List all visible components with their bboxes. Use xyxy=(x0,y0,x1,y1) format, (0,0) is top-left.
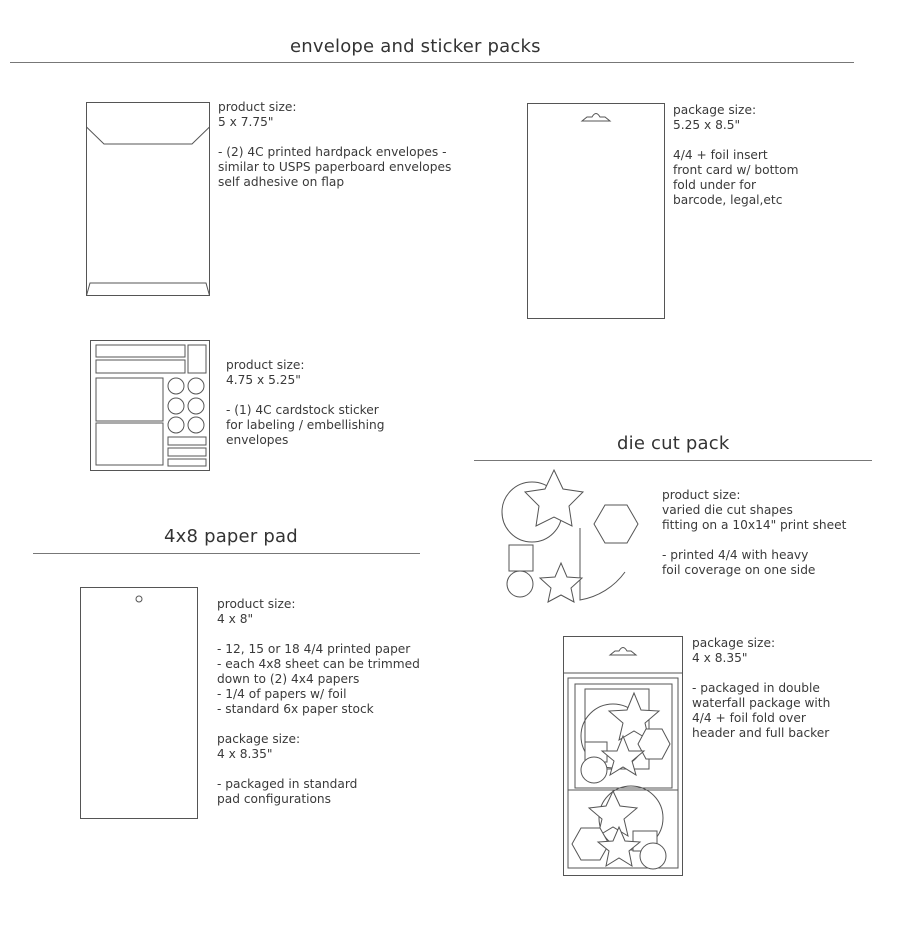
envelope-product-description xyxy=(218,100,451,190)
section-title-die-cut-pack: die cut pack xyxy=(617,433,730,454)
envelope-package-illustration xyxy=(527,103,665,319)
text-line: front card w/ bottom xyxy=(673,163,799,177)
text-line: - packaged in double xyxy=(692,681,820,695)
die-cut-package-description xyxy=(692,636,830,741)
text-line: varied die cut shapes xyxy=(662,503,793,517)
envelope-illustration xyxy=(86,102,210,296)
text-line: - packaged in standard xyxy=(217,777,358,791)
text-line: 4 x 8" xyxy=(217,612,254,626)
text-line: 4.75 x 5.25" xyxy=(226,373,301,387)
text-line: fold under for xyxy=(673,178,757,192)
die-cut-product-description xyxy=(662,488,846,578)
die-cut-shapes-illustration xyxy=(500,468,658,608)
text-line: - (2) 4C printed hardpack envelopes - xyxy=(218,145,447,159)
text-line: 4 x 8.35" xyxy=(217,747,273,761)
section-divider xyxy=(33,553,420,554)
envelope-package-description xyxy=(673,103,798,208)
text-line: package size: xyxy=(692,636,776,650)
text-line: envelopes xyxy=(226,433,289,447)
text-line: waterfall package with xyxy=(692,696,831,710)
text-line: down to (2) 4x4 papers xyxy=(217,672,360,686)
text-line xyxy=(673,133,798,148)
die-cut-package-illustration xyxy=(563,636,683,876)
text-line: barcode, legal,etc xyxy=(673,193,783,207)
text-line xyxy=(218,130,451,145)
text-line: self adhesive on flap xyxy=(218,175,345,189)
text-line: 5 x 7.75" xyxy=(218,115,274,129)
text-line: similar to USPS paperboard envelopes xyxy=(218,160,452,174)
text-line: product size: xyxy=(662,488,741,502)
text-line: product size: xyxy=(226,358,305,372)
text-line: pad configurations xyxy=(217,792,332,806)
text-line: header and full backer xyxy=(692,726,830,740)
section-title-paper-pad: 4x8 paper pad xyxy=(164,526,298,547)
text-line: - 12, 15 or 18 4/4 printed paper xyxy=(217,642,411,656)
text-line: 4 x 8.35" xyxy=(692,651,748,665)
text-line: 5.25 x 8.5" xyxy=(673,118,741,132)
text-line: - printed 4/4 with heavy xyxy=(662,548,809,562)
text-line xyxy=(662,533,846,548)
text-line xyxy=(226,388,385,403)
section-divider xyxy=(10,62,854,63)
text-line: foil coverage on one side xyxy=(662,563,816,577)
text-line: - 1/4 of papers w/ foil xyxy=(217,687,347,701)
text-line: fitting on a 10x14" print sheet xyxy=(662,518,847,532)
text-line: 4/4 + foil fold over xyxy=(692,711,806,725)
text-line: package size: xyxy=(673,103,757,117)
text-line: for labeling / embellishing xyxy=(226,418,385,432)
section-title-envelope-sticker: envelope and sticker packs xyxy=(290,36,541,57)
text-line: package size: xyxy=(217,732,301,746)
paper-pad-illustration xyxy=(80,587,198,819)
text-line: 4/4 + foil insert xyxy=(673,148,768,162)
text-line xyxy=(217,717,420,732)
paper-pad-description xyxy=(217,597,420,807)
text-line: - (1) 4C cardstock sticker xyxy=(226,403,379,417)
text-line: - each 4x8 sheet can be trimmed xyxy=(217,657,420,671)
text-line: product size: xyxy=(217,597,296,611)
text-line: - standard 6x paper stock xyxy=(217,702,374,716)
section-divider xyxy=(474,460,872,461)
sticker-product-description xyxy=(226,358,385,448)
text-line xyxy=(692,666,830,681)
text-line xyxy=(217,627,420,642)
text-line: product size: xyxy=(218,100,297,114)
sticker-sheet-illustration xyxy=(90,340,210,471)
text-line xyxy=(217,762,420,777)
